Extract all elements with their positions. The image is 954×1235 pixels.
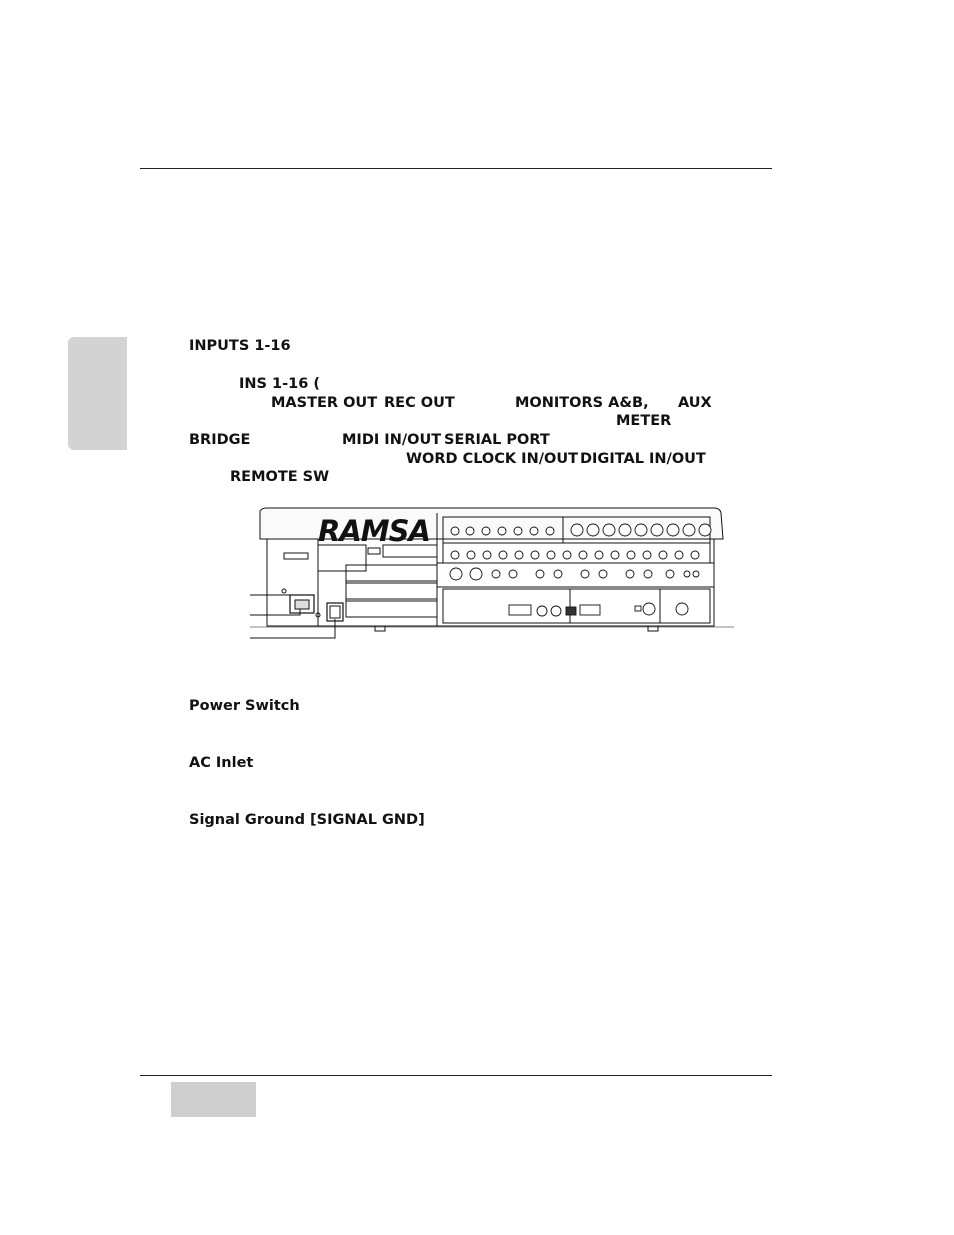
- bridge-label: BRIDGE: [189, 432, 251, 448]
- inputs-label: INPUTS 1-16: [189, 338, 291, 354]
- remote-label: REMOTE SW: [230, 469, 330, 485]
- ac-inlet-heading: AC Inlet: [189, 755, 254, 771]
- serial-label: SERIAL PORT: [444, 432, 550, 448]
- master-out-label: MASTER OUT: [271, 395, 378, 411]
- rec-out-label: REC OUT: [384, 395, 455, 411]
- top-rule: [140, 168, 772, 169]
- rear-panel-diagram: [250, 505, 740, 647]
- midi-label: MIDI IN/OUT: [342, 432, 442, 448]
- chapter-tab: [68, 337, 127, 450]
- digital-label: DIGITAL IN/OUT: [580, 451, 706, 467]
- monitors-label: MONITORS A&B,: [515, 395, 649, 411]
- power-switch-heading: Power Switch: [189, 698, 300, 714]
- bottom-rule: [140, 1075, 772, 1076]
- signal-ground-heading: Signal Ground [SIGNAL GND]: [189, 812, 425, 828]
- ramsa-logo: RAMSA: [318, 514, 430, 548]
- ins-label: INS 1-16 (: [239, 376, 320, 392]
- meter-label: METER: [616, 413, 672, 429]
- aux-label: AUX: [678, 395, 712, 411]
- page-number-box: [171, 1082, 256, 1117]
- word-clock-label: WORD CLOCK IN/OUT: [406, 451, 579, 467]
